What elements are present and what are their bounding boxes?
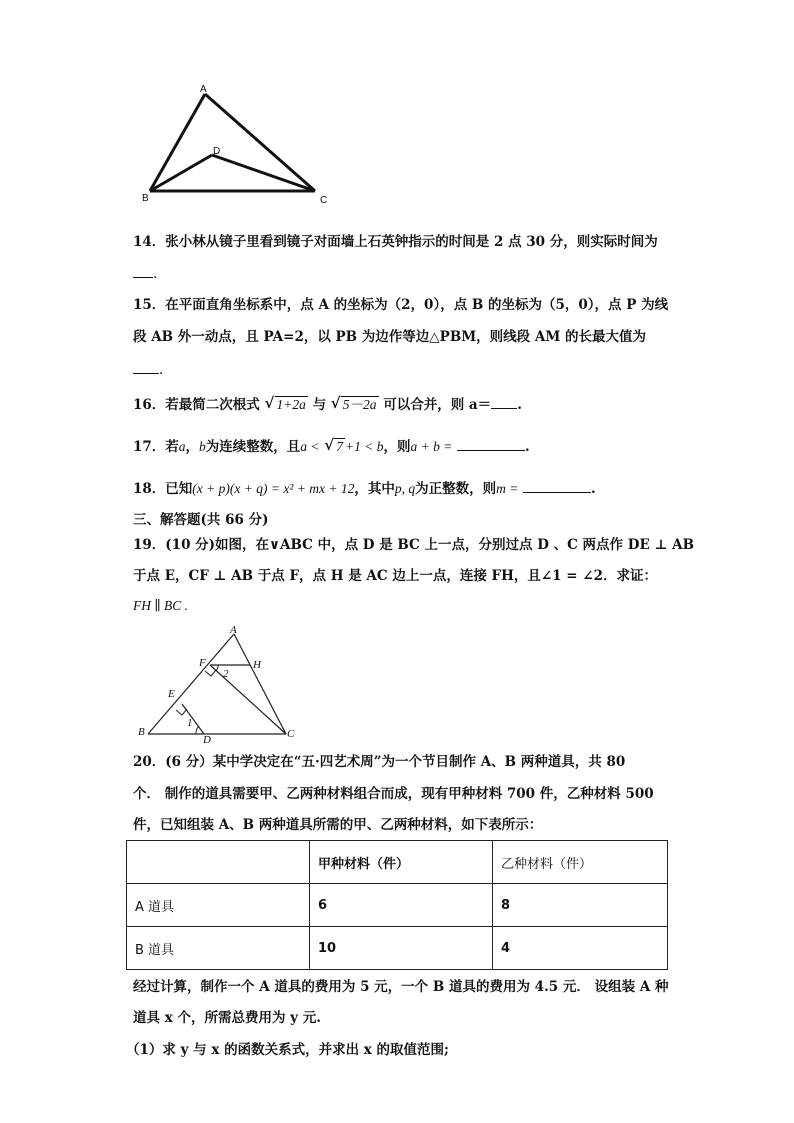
question-15-line1: 15．在平面直角坐标系中，点 A 的坐标为（2，0），点 B 的坐标为（5，0），点 P 为线 (133, 297, 669, 313)
fig2-label-angle-1: 1 (187, 717, 193, 729)
table-cell: 8 (493, 884, 668, 927)
edge-ac (205, 94, 315, 191)
table-header-cell (127, 841, 310, 884)
radical-1: √ 1+2a (264, 394, 306, 412)
question-20-line3: 件，已知组装 A、B 两种道具所需的甲、乙两种材料，如下表所示： (133, 817, 543, 833)
fig1-label-b: B (142, 193, 149, 204)
segment-de (182, 704, 204, 734)
radical-2: √ 5－2a (330, 394, 377, 412)
table-header-cell: 甲种材料（件） (310, 841, 493, 884)
materials-table (126, 840, 668, 970)
section-3-heading: 三、解答题(共 66 分) (133, 512, 269, 528)
table-header-row (127, 841, 668, 884)
table-row (127, 927, 668, 970)
fig2-label-f: F (199, 657, 206, 669)
question-15-line2: 段 AB 外一动点，且 PA=2，以 PB 为边作等边△PBM，则线段 AM 的长最大值为 (133, 329, 646, 345)
question-20-line1: 20．(6 分）某中学决定在“五·四艺术周”为一个节目制作 A、B 两种道具，共 80 (133, 754, 626, 770)
answer-blank (523, 478, 591, 493)
question-19-line2: 于点 E，CF ⊥ AB 于点 F，点 H 是 AC 边上一点，连接 FH，且∠1 = ∠2．求证： (133, 568, 657, 584)
question-14-answer: . (133, 263, 157, 284)
question-20-line2: 个． 制作的道具需要甲、乙两种材料组合而成，现有甲种材料 700 件，乙种材料 500 (133, 786, 654, 802)
table-cell: 4 (493, 927, 668, 970)
fig2-label-d: D (203, 734, 211, 746)
edge-ac (234, 634, 286, 734)
figure-triangle-abd (140, 84, 330, 209)
table-cell: 10 (310, 927, 493, 970)
right-angle-f (205, 670, 216, 676)
question-14: 14．张小林从镜子里看到镜子对面墙上石英钟指示的时间是 2 点 30 分，则实际时间为 (133, 234, 658, 250)
edge-dc (212, 155, 315, 191)
question-17: 17．若a，b为连续整数，且a < √ 7 +1 < b，则a + b = . (133, 436, 530, 455)
question-19-line1: 19．(10 分)如图，在∨ABC 中，点 D 是 BC 上一点，分别过点 D 、C 两点作 DE ⊥ AB (133, 537, 694, 553)
table-cell: A 道具 (127, 884, 310, 927)
table-row (127, 884, 668, 927)
table-cell: 6 (310, 884, 493, 927)
fig2-label-angle-2: 2 (223, 668, 229, 680)
question-20-after1: 经过计算，制作一个 A 道具的费用为 5 元，一个 B 道具的费用为 4.5 元． 设组装 A 种 (133, 979, 669, 995)
fig2-label-h: H (253, 659, 261, 671)
question-15-answer: . (133, 359, 163, 380)
fig2-label-b: B (138, 726, 145, 738)
fig2-label-e: E (168, 688, 175, 700)
question-20-sub1: （1）求 y 与 x 的函数关系式，并求出 x 的取值范围; (126, 1042, 450, 1058)
right-angle-e (176, 709, 187, 715)
question-20-after2: 道具 x 个，所需总费用为 y 元. (133, 1010, 321, 1026)
figure-triangle-proof (136, 624, 306, 749)
table-header-cell: 乙种材料（件） (493, 841, 668, 884)
fig1-label-a: A (200, 84, 207, 95)
fig1-label-c: C (320, 195, 328, 206)
question-16: 16．若最简二次根式 √ 1+2a 与 √ 5－2a 可以合并，则 a＝ . (133, 394, 522, 413)
question-18: 18．已知(x + p)(x + q) = x² + mx + 12，其中p, q为正整数，则m = . (133, 478, 596, 499)
answer-blank (133, 263, 153, 278)
fig2-label-a: A (230, 624, 237, 636)
answer-blank (491, 394, 517, 409)
fig2-label-c: C (287, 728, 295, 740)
radical-7: √ 7 (324, 436, 343, 454)
angle-2-arc (216, 665, 218, 671)
answer-blank (133, 359, 159, 374)
angle-1-arc (196, 726, 199, 734)
segment-cf (210, 665, 286, 734)
question-19-line3: FH ∥ BC . (133, 598, 188, 613)
answer-blank (457, 436, 525, 451)
fig1-label-d: D (213, 146, 221, 157)
table-cell: B 道具 (127, 927, 310, 970)
